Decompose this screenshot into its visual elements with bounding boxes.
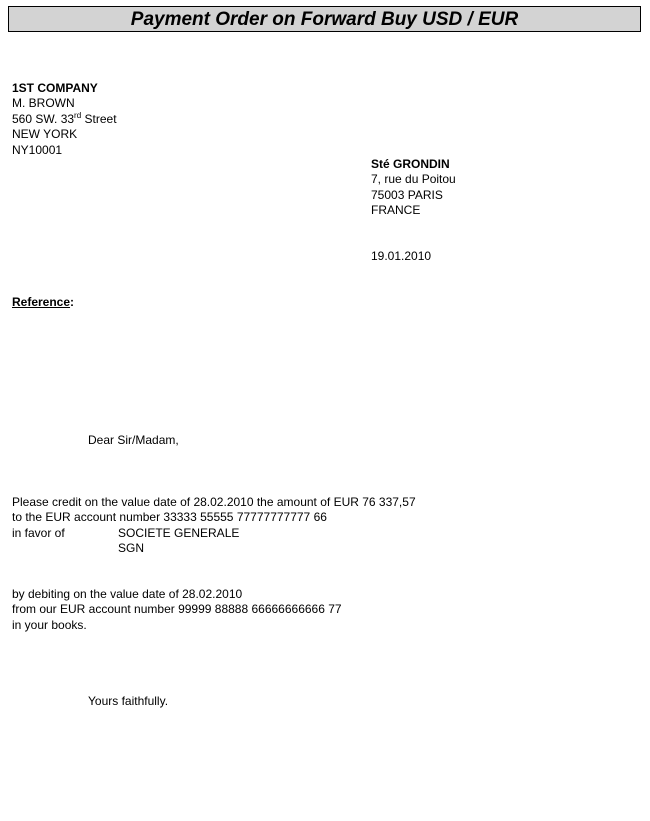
reference: [12, 295, 74, 310]
sender-city: NEW YORK: [12, 127, 78, 142]
letter-date: 19.01.2010: [371, 249, 432, 263]
reference-colon: :: [70, 295, 75, 309]
favor-name: SOCIETE GENERALE: [118, 525, 240, 540]
favor-code: SGN: [118, 541, 145, 556]
sender-street-prefix: 560 SW. 33: [12, 111, 75, 126]
favor-code-row: [12, 541, 612, 556]
reference-label: Reference: [12, 295, 71, 309]
debit-line-3: in your books.: [12, 617, 87, 632]
debit-line-2: from our EUR account number 99999 88888 66666666666 77: [12, 602, 342, 617]
recipient-country: FRANCE: [371, 203, 421, 218]
debit-line-1: by debiting on the value date of 28.02.2010: [12, 587, 243, 601]
recipient-city: 75003 PARIS: [371, 187, 443, 202]
sender-street-sup: rd: [74, 110, 82, 120]
sender-zip: NY10001: [12, 142, 63, 157]
favor-label: in favor of: [12, 525, 65, 540]
favor-row: [12, 526, 612, 541]
credit-paragraph: [12, 495, 612, 557]
salutation: Dear Sir/Madam,: [88, 433, 179, 447]
debit-paragraph: [12, 587, 342, 633]
credit-line-1: Please credit on the value date of 28.02.2010 the amount of EUR 76 337,57: [12, 495, 416, 509]
recipient-address: [371, 157, 456, 219]
recipient-street: 7, rue du Poitou: [371, 172, 456, 187]
sender-street-suffix: Street: [81, 111, 117, 126]
closing: Yours faithfully.: [88, 694, 169, 708]
page-title: Payment Order on Forward Buy USD / EUR: [8, 6, 641, 32]
sender-address: [12, 81, 117, 158]
sender-street: [12, 112, 117, 127]
recipient-company: Sté GRONDIN: [371, 157, 450, 171]
sender-contact: M. BROWN: [12, 96, 75, 111]
credit-line-2: to the EUR account number 33333 55555 77777777777 66: [12, 510, 327, 525]
sender-company: 1ST COMPANY: [12, 81, 98, 95]
